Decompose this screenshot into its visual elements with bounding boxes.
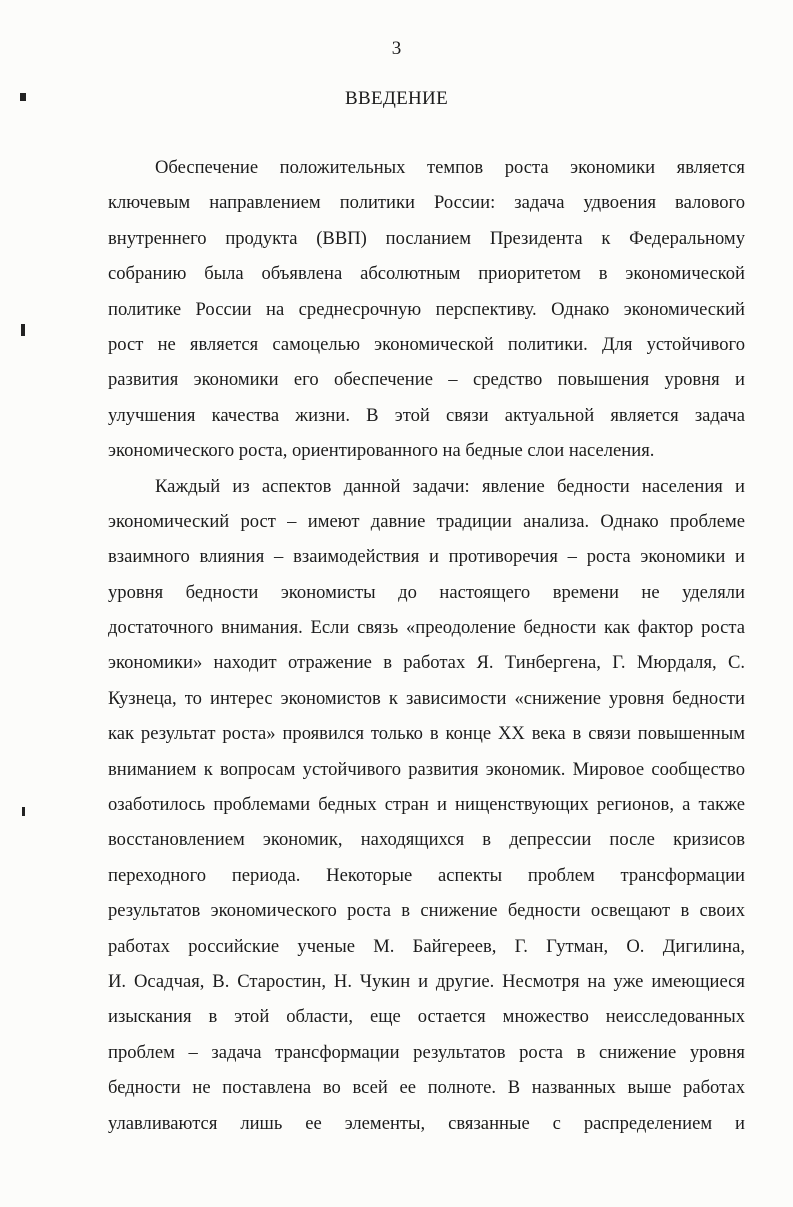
- text-line: достаточного внимания. Если связь «преодоление бедности как фактор роста: [108, 617, 745, 639]
- text-line: И. Осадчая, В. Старостин, Н. Чукин и другие. Несмотря на уже имеющиеся: [108, 970, 745, 992]
- text-line: Кузнеца, то интерес экономистов к зависимости «снижение уровня бедности: [108, 687, 745, 709]
- text-line: бедности не поставлена во всей ее полноте. В названных выше работах: [108, 1077, 745, 1099]
- text-line: политике России на среднесрочную перспективу. Однако экономический: [108, 298, 745, 320]
- text-line: уровня бедности экономисты до настоящего времени не уделяли: [108, 581, 745, 603]
- text-line: развития экономики его обеспечение – средство повышения уровня и: [108, 369, 745, 391]
- text-line: экономический рост – имеют давние традиции анализа. Однако проблеме: [108, 510, 745, 532]
- text-line: взаимного влияния – взаимодействия и противоречия – роста экономики и: [108, 546, 745, 568]
- body-text: [108, 150, 745, 1141]
- page-title: ВВЕДЕНИЕ: [345, 88, 448, 109]
- text-line: переходного периода. Некоторые аспекты проблем трансформации: [108, 864, 745, 886]
- text-line: внутреннего продукта (ВВП) посланием Президента к Федеральному: [108, 227, 745, 249]
- text-line: изыскания в этой области, еще остается множество неисследованных: [108, 1006, 745, 1028]
- text-line: улавливаются лишь ее элементы, связанные с распределением и: [108, 1112, 745, 1134]
- text-line: проблем – задача трансформации результатов роста в снижение уровня: [108, 1041, 745, 1063]
- text-line: ключевым направлением политики России: задача удвоения валового: [108, 192, 745, 214]
- paragraph-1: [108, 150, 745, 469]
- text-line: Обеспечение положительных темпов роста экономики является: [155, 157, 745, 178]
- text-line: улучшения качества жизни. В этой связи актуальной является задача: [108, 404, 745, 426]
- text-line: вниманием к вопросам устойчивого развития экономик. Мировое сообщество: [108, 758, 745, 780]
- text-line: как результат роста» проявился только в конце XX века в связи повышенным: [108, 723, 745, 745]
- paragraph-2: [108, 469, 745, 1141]
- text-line: рост не является самоцелью экономической политики. Для устойчивого: [108, 333, 745, 355]
- text-line: восстановлением экономик, находящихся в депрессии после кризисов: [108, 829, 745, 851]
- text-line: работах российские ученые М. Байгереев, Г. Гутман, О. Дигилина,: [108, 935, 745, 957]
- page-number: 3: [391, 38, 402, 59]
- text-line: Каждый из аспектов данной задачи: явление бедности населения и: [155, 475, 745, 497]
- text-line: результатов экономического роста в снижение бедности освещают в своих: [108, 900, 745, 922]
- text-line: озаботилось проблемами бедных стран и нищенствующих регионов, а также: [108, 794, 745, 816]
- scan-mark-middle: [21, 324, 25, 336]
- scan-mark-bottom: [22, 807, 25, 816]
- text-line: экономического роста, ориентированного на бедные слои населения.: [108, 440, 655, 462]
- scan-mark-top: [20, 93, 26, 101]
- text-line: экономики» находит отражение в работах Я. Тинбергена, Г. Мюрдаля, С.: [108, 652, 745, 674]
- text-line: собранию была объявлена абсолютным приоритетом в экономической: [108, 263, 745, 285]
